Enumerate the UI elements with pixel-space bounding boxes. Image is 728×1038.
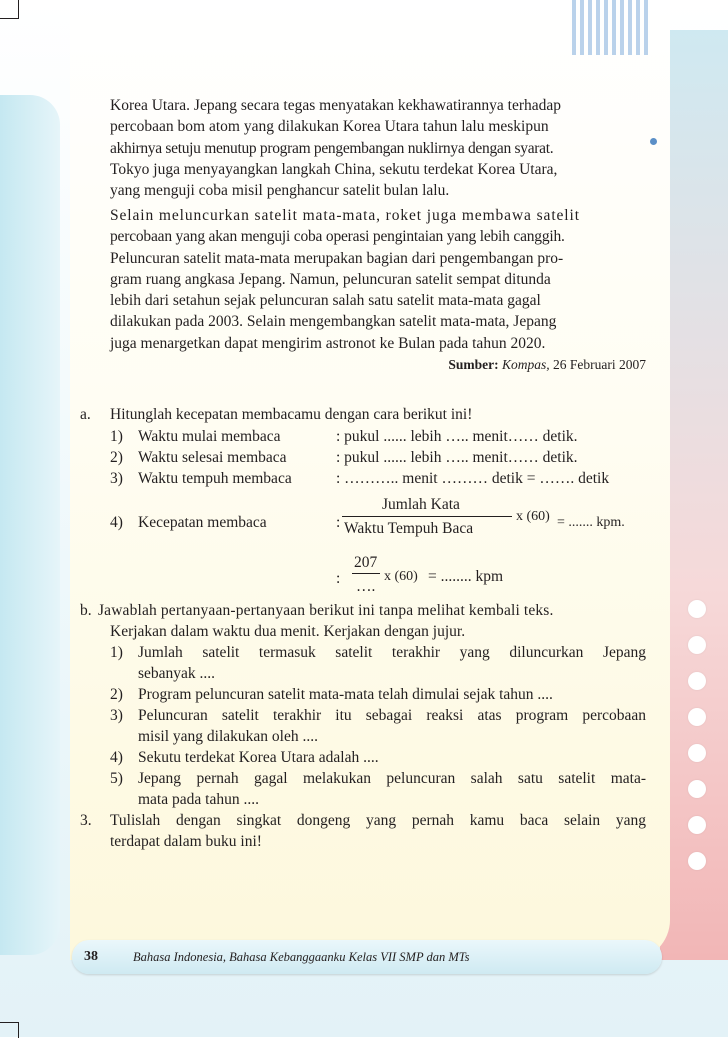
left-decor-band: [0, 95, 60, 955]
item-number: 1): [110, 428, 123, 445]
fraction-line: [342, 516, 512, 517]
question-text: Program peluncuran satelit mata-mata telah dimulai sejak tahun ....: [138, 686, 553, 703]
formula-result: = ....... kpm.: [557, 515, 625, 530]
task-a-instruction: Hitunglah kecepatan membacamu dengan cara berikut ini!: [110, 406, 473, 423]
item-number: 2): [110, 449, 123, 466]
item-label: Waktu mulai membaca: [138, 428, 281, 445]
question-text-cont: mata pada tahun ....: [138, 791, 259, 808]
text-line: yang menguji coba misil penghancur satelit bulan lalu.: [110, 182, 450, 200]
example-colon: :: [336, 570, 341, 587]
text-line: gram ruang angkasa Jepang. Namun, peluncuran satelit sempat ditunda: [110, 270, 551, 288]
item-value: : pukul ...... lebih ….. menit…… detik.: [336, 428, 578, 445]
dot-decor: [688, 636, 706, 654]
task-3-text: Tulislah dengan singkat dongeng yang pernah kamu baca selain yang: [110, 812, 646, 829]
question-text-cont: misil yang dilakukan oleh ....: [138, 728, 318, 745]
dot-decor: [688, 780, 706, 798]
question-number: 3): [110, 707, 123, 724]
source-label: Sumber:: [448, 357, 499, 372]
text-line: lebih dari setahun sejak peluncuran salah satu satelit mata-mata gagal: [110, 292, 541, 310]
text-line: percobaan yang akan menguji coba operasi pengintaian yang lebih canggih.: [110, 228, 565, 246]
text-line: Korea Utara. Jepang secara tegas menyatakan kekhawatirannya terhadap: [110, 97, 561, 114]
source-name: Kompas,: [502, 357, 550, 372]
example-denominator: ….: [356, 578, 376, 595]
dot-decor: [688, 744, 706, 762]
task-3-text-cont: terdapat dalam buku ini!: [110, 833, 262, 850]
dot-decor: [688, 600, 706, 618]
text-line: percobaan bom atom yang dilakukan Korea Utara tahun lalu meskipun: [110, 118, 549, 136]
task-3-marker: 3.: [80, 812, 92, 829]
example-result: = ........ kpm: [428, 568, 504, 585]
page-number: 38: [84, 949, 98, 964]
item-label: Waktu selesai membaca: [138, 449, 287, 466]
question-number: 5): [110, 770, 123, 787]
dot-decor: [688, 708, 706, 726]
article-paragraph-2: [110, 205, 646, 354]
text-line: juga menargetkan dapat mengirim astronot ke Bulan pada tahun 2020.: [110, 334, 546, 352]
task-b-instruction: Jawablah pertanyaan-pertanyaan berikut ini tanpa melihat kembali teks.: [98, 602, 554, 619]
item-number: 4): [110, 514, 123, 531]
article-source: [300, 357, 646, 373]
source-date: 26 Februari 2007: [553, 357, 646, 372]
blue-dot-decor: [650, 138, 657, 145]
dot-decor: [688, 852, 706, 870]
text-line: Peluncuran satelit mata-mata merupakan bagian dari pengembangan pro-: [110, 249, 564, 267]
question-text-cont: sebanyak ....: [138, 665, 216, 682]
item-value: : pukul ...... lebih ….. menit…… detik.: [336, 449, 578, 466]
dots-decor: [688, 600, 708, 888]
fraction-line: [352, 573, 380, 574]
formula-numerator: Jumlah Kata: [382, 496, 460, 513]
text-line: dilakukan pada 2003. Selain mengembangkan satelit mata-mata, Jepang: [110, 313, 557, 331]
question-text: Sekutu terdekat Korea Utara adalah ....: [138, 749, 379, 766]
dot-decor: [688, 816, 706, 834]
item-label: Kecepatan membaca: [138, 514, 267, 531]
text-line: Tokyo juga menyayangkan langkah China, sekutu terdekat Korea Utara,: [110, 160, 558, 178]
book-title: Bahasa Indonesia, Bahasa Kebanggaanku Kelas VII SMP dan MTs: [133, 950, 470, 964]
crop-mark-top: [0, 0, 19, 19]
crop-mark-bottom: [0, 1022, 19, 1038]
article-paragraph-1: [110, 95, 646, 201]
task-b-instruction-2: Kerjakan dalam waktu dua menit. Kerjakan dengan jujur.: [110, 623, 466, 640]
item-value: : ……….. menit ……… detik = ……. detik: [336, 470, 610, 487]
formula-multiplier: x (60): [516, 509, 550, 524]
text-line: Selain meluncurkan satelit mata-mata, roket juga membawa satelit: [110, 207, 580, 224]
top-stripes-decor: [572, 0, 652, 55]
item-number: 3): [110, 470, 123, 487]
formula-denominator: Waktu Tempuh Baca: [344, 520, 474, 537]
question-number: 4): [110, 749, 123, 766]
question-text: Jepang pernah gagal melakukan peluncuran salah satu satelit mata-: [138, 770, 646, 787]
question-number: 1): [110, 644, 123, 661]
question-text: Peluncuran satelit terakhir itu sebagai reaksi atas program percobaan: [138, 707, 646, 724]
dot-decor: [688, 672, 706, 690]
text-line: akhirnya setuju menutup program pengembangan nuklirnya dengan syarat.: [110, 139, 554, 157]
task-a-marker: a.: [80, 406, 91, 423]
question-text: Jumlah satelit termasuk satelit terakhir yang diluncurkan Jepang: [138, 644, 646, 661]
example-numerator: 207: [354, 554, 378, 571]
item-label: Waktu tempuh membaca: [138, 470, 292, 487]
question-number: 2): [110, 686, 123, 703]
example-multiplier: x (60): [384, 569, 418, 584]
formula-colon: :: [336, 514, 341, 531]
task-b-marker: b.: [80, 602, 92, 619]
